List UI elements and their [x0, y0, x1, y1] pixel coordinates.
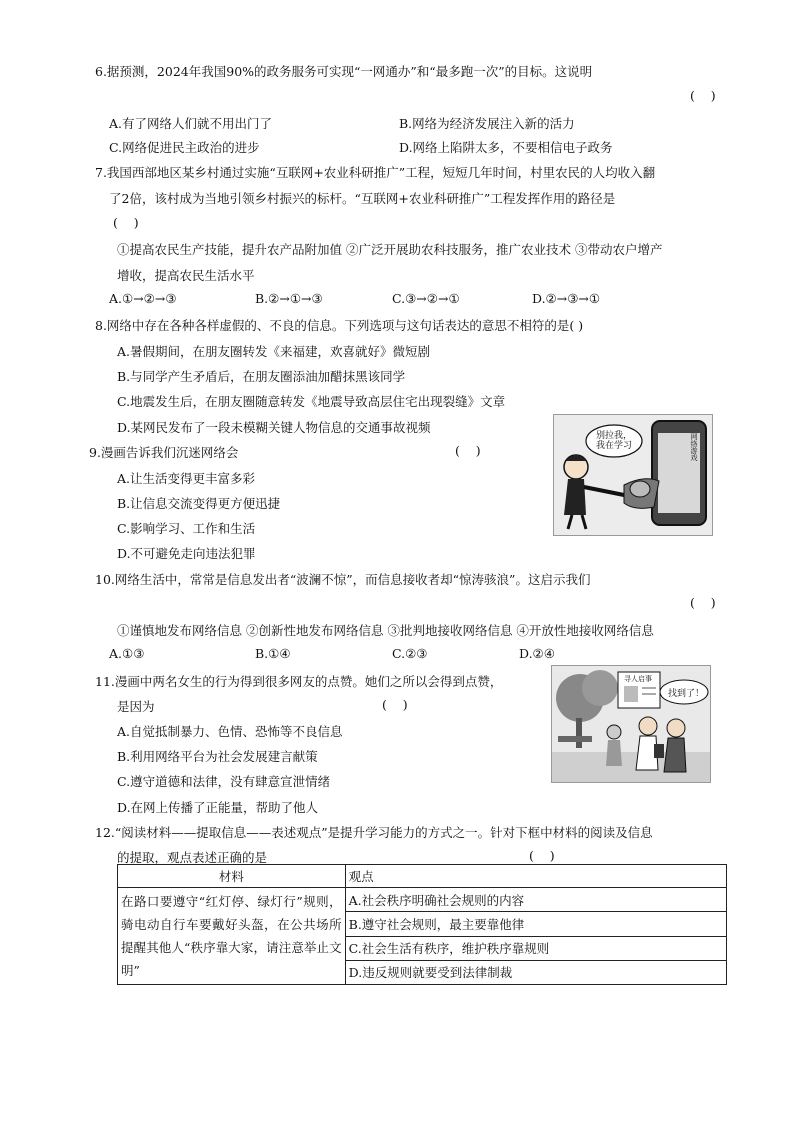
- q7-option-a: A.①→②→③: [109, 291, 177, 306]
- q12-material-table: [117, 864, 727, 985]
- q8-stem: 8.网络中存在各种各样虚假的、不良的信息。下列选项与这句话表达的意思不相符的是( ): [95, 318, 584, 333]
- q9-answer-paren: ( ): [455, 443, 481, 458]
- q8-option-d: D.某网民发布了一段未模糊关键人物信息的交通事故视频: [117, 420, 431, 435]
- q9-comic-side-text: 网络游戏: [690, 433, 698, 461]
- q10-option-c: C.②③: [392, 646, 428, 661]
- table-view-d: D.违反规则就要受到法律制裁: [345, 960, 726, 984]
- table-material-text: 在路口要遵守“红灯停、绿灯行”规则，骑电动自行车要戴好头盔，在公共场所提醒其他人“秩序靠大家，请注意举止文明”: [118, 888, 346, 985]
- q9-stem: 9.漫画告诉我们沉迷网络会: [89, 445, 239, 460]
- q10-option-d: D.②④: [519, 646, 555, 661]
- q9-comic-bubble-text: 别拉我， 我在学习: [596, 431, 633, 451]
- q6-option-c: C.网络促进民主政治的进步: [109, 140, 260, 155]
- q10-option-a: A.①③: [109, 646, 145, 661]
- table-view-c: C.社会生活有秩序，维护秩序靠规则: [345, 936, 726, 960]
- q10-items: ①谨慎地发布网络信息 ②创新性地发布网络信息 ③批判地接收网络信息 ④开放性地接收网络信息: [117, 623, 654, 638]
- q6-answer-paren: ( ): [690, 88, 716, 103]
- q11-option-c: C.遵守道德和法律，没有肆意宣泄情绪: [117, 774, 331, 789]
- q9-option-b: B.让信息交流变得更方便迅捷: [117, 496, 281, 511]
- q11-option-d: D.在网上传播了正能量，帮助了他人: [117, 800, 319, 815]
- q11-answer-paren: ( ): [382, 697, 408, 712]
- q6-option-b: B.网络为经济发展注入新的活力: [399, 116, 575, 131]
- table-view-b: B.遵守社会规则，最主要靠他律: [345, 912, 726, 936]
- q11-option-a: A.自觉抵制暴力、色情、恐怖等不良信息: [117, 724, 343, 739]
- q8-option-c: C.地震发生后，在朋友圈随意转发《地震导致高层住宅出现裂缝》文章: [117, 394, 506, 409]
- q7-items-line1: ①提高农民生产技能，提升农产品附加值 ②广泛开展助农科技服务，推广农业技术 ③带动农户增产: [117, 242, 663, 257]
- q9-option-c: C.影响学习、工作和生活: [117, 521, 256, 536]
- q7-option-b: B.②→①→③: [255, 291, 323, 306]
- q7-items-line2: 增收，提高农民生活水平: [117, 268, 255, 283]
- q6-option-a: A.有了网络人们就不用出门了: [109, 116, 273, 131]
- q6-option-d: D.网络上陷阱太多，不要相信电子政务: [399, 140, 613, 155]
- q11-option-b: B.利用网络平台为社会发展建言献策: [117, 749, 318, 764]
- q12-stem-line1: 12.“阅读材料——提取信息——表述观点”是提升学习能力的方式之一。针对下框中材料的阅读及信息: [95, 825, 653, 840]
- q7-option-c: C.③→②→①: [392, 291, 460, 306]
- table-header-material: 材料: [118, 865, 346, 888]
- q9-option-a: A.让生活变得更丰富多彩: [117, 471, 256, 486]
- q12-stem-line2: 的提取，观点表述正确的是: [117, 850, 268, 865]
- q8-option-a: A.暑假期间，在朋友圈转发《来福建，欢喜就好》微短剧: [117, 344, 431, 359]
- q10-stem: 10.网络生活中，常常是信息发出者“波澜不惊”，而信息接收者却“惊涛骇浪”。这启示我们: [95, 572, 591, 587]
- q11-comic-bubble-text: 找到了！: [668, 689, 705, 699]
- q12-answer-paren: ( ): [529, 848, 555, 863]
- q6-stem: 6.据预测，2024年我国90%的政务服务可实现“一网通办”和“最多跑一次”的目标。这说明: [95, 64, 593, 79]
- q10-answer-paren: ( ): [690, 595, 716, 610]
- table-view-a: A.社会秩序明确社会规则的内容: [345, 888, 726, 912]
- q11-comic-image: [551, 665, 711, 783]
- q9-option-d: D.不可避免走向违法犯罪: [117, 546, 256, 561]
- q7-stem-line1: 7.我国西部地区某乡村通过实施“互联网+农业科研推广”工程，短短几年时间，村里农民的人均收入翻: [95, 165, 656, 180]
- q7-stem-line2: 了2倍，该村成为当地引领乡村振兴的标杆。“互联网+农业科研推广”工程发挥作用的路径是: [109, 191, 616, 206]
- q11-stem-line1: 11.漫画中两名女生的行为得到很多网友的点赞。她们之所以会得到点赞，: [95, 674, 503, 689]
- q10-option-b: B.①④: [255, 646, 291, 661]
- q9-comic-image: [553, 414, 713, 536]
- q7-answer-paren: ( ): [113, 215, 139, 230]
- q7-option-d: D.②→③→①: [532, 291, 601, 306]
- table-header-view: 观点: [345, 865, 726, 888]
- q11-stem-line2: 是因为: [117, 699, 155, 714]
- q8-option-b: B.与同学产生矛盾后，在朋友圈添油加醋抹黑该同学: [117, 369, 406, 384]
- q11-comic-sign-text: 寻人启事: [624, 675, 652, 683]
